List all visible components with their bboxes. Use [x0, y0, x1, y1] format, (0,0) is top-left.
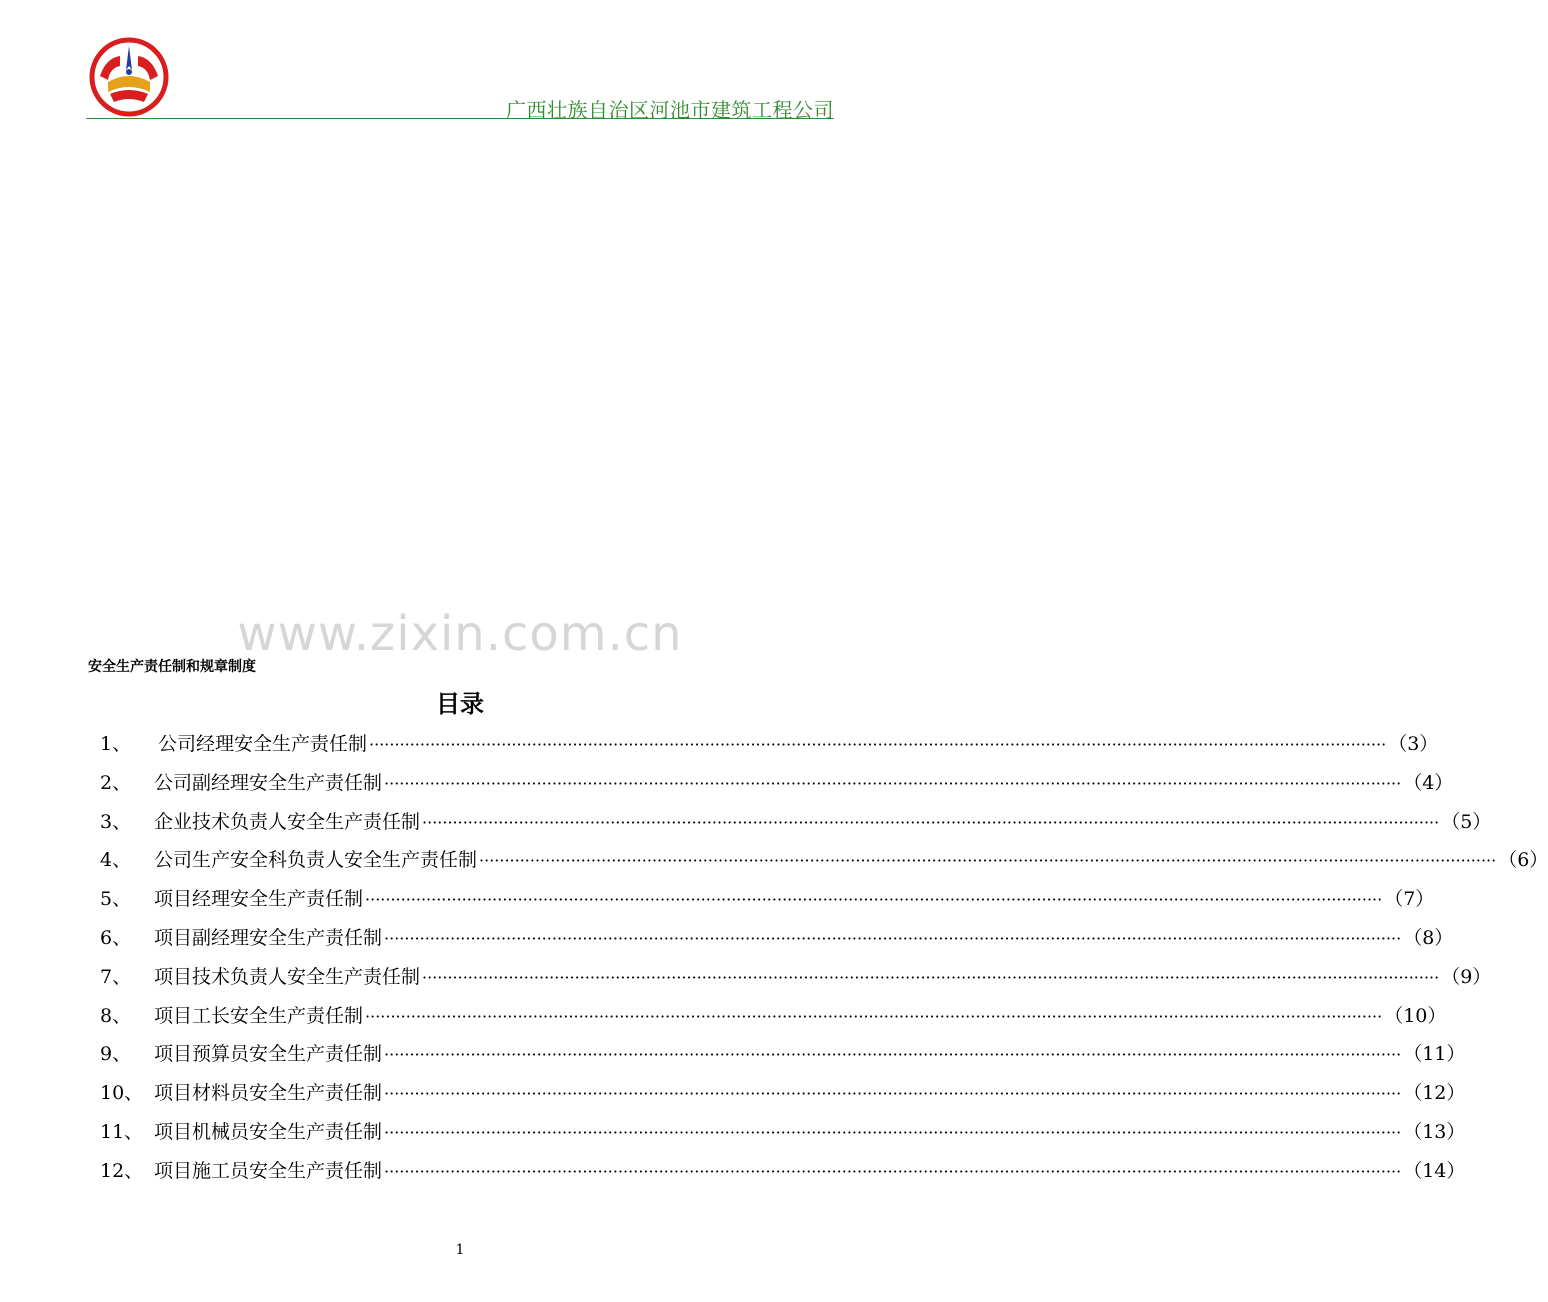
company-name: 广西壮族自治区河池市建筑工程公司	[506, 98, 834, 122]
toc-item-number: 1、	[100, 733, 132, 755]
toc-item-number: 11、	[100, 1120, 144, 1143]
toc-item-title: 企业技术负责人安全生产责任制	[154, 810, 421, 833]
toc-leader-dots: ········································································································································································································	[369, 735, 1387, 754]
toc-item-number: 10、	[100, 1082, 144, 1105]
toc-item-page: （9）	[1441, 965, 1492, 988]
toc-leader-dots: ········································································································································································································	[384, 1084, 1402, 1104]
toc-item-page: （10）	[1384, 1004, 1447, 1027]
toc-item[interactable]	[100, 1039, 1466, 1078]
toc-item[interactable]	[100, 845, 1548, 884]
toc-item-title: 公司副经理安全生产责任制	[154, 771, 383, 794]
document-subtitle: 安全生产责任制和规章制度	[88, 659, 256, 675]
toc-item[interactable]	[100, 1078, 1466, 1117]
toc-leader-dots: ········································································································································································································	[384, 1045, 1402, 1065]
toc-item[interactable]	[100, 962, 1492, 1001]
toc-item[interactable]	[100, 923, 1454, 962]
toc-leader-dots: ········································································································································································································	[384, 1161, 1402, 1181]
toc-item-page: （11）	[1403, 1043, 1466, 1066]
toc-leader-dots: ········································································································································································································	[479, 851, 1497, 871]
toc-item[interactable]	[100, 884, 1435, 923]
toc-item-page: （3）	[1388, 733, 1439, 755]
page-number: 1	[455, 1242, 465, 1258]
watermark: www.zixin.com.cn	[237, 606, 683, 662]
toc-item-title: 项目经理安全生产责任制	[154, 888, 364, 911]
toc-item-page: （4）	[1403, 771, 1454, 794]
toc-leader-dots: ········································································································································································································	[384, 773, 1402, 793]
toc-item-number: 3、	[100, 810, 132, 833]
toc-item-number: 2、	[100, 771, 132, 794]
toc-item-page: （14）	[1403, 1159, 1466, 1182]
toc-item-page: （12）	[1403, 1082, 1466, 1105]
toc-item-number: 6、	[100, 926, 132, 949]
toc-leader-dots: ········································································································································································································	[365, 1006, 1383, 1026]
table-of-contents	[100, 729, 1548, 1195]
company-logo-icon	[86, 36, 172, 118]
toc-leader-dots: ········································································································································································································	[422, 812, 1440, 832]
toc-item[interactable]	[100, 1117, 1466, 1156]
toc-item[interactable]	[100, 1001, 1447, 1040]
toc-item-number: 7、	[100, 965, 132, 988]
toc-leader-dots: ········································································································································································································	[384, 1122, 1402, 1142]
toc-item-page: （5）	[1441, 810, 1492, 833]
toc-item-title: 项目机械员安全生产责任制	[154, 1120, 383, 1143]
toc-item-title: 项目工长安全生产责任制	[154, 1004, 364, 1027]
toc-item-title: 项目技术负责人安全生产责任制	[154, 965, 421, 988]
toc-item-title: 项目施工员安全生产责任制	[154, 1159, 383, 1182]
toc-item-number: 5、	[100, 888, 132, 911]
toc-item-page: （6）	[1498, 849, 1548, 872]
toc-item[interactable]	[100, 729, 1439, 768]
toc-item-number: 8、	[100, 1004, 132, 1027]
toc-item-number: 9、	[100, 1043, 132, 1066]
toc-item-page: （13）	[1403, 1120, 1466, 1143]
toc-item[interactable]	[100, 768, 1454, 807]
toc-item[interactable]	[100, 807, 1492, 846]
header-divider	[86, 118, 834, 119]
toc-leader-dots: ········································································································································································································	[384, 928, 1402, 948]
toc-item-title: 项目副经理安全生产责任制	[154, 926, 383, 949]
toc-item-title: 项目材料员安全生产责任制	[154, 1082, 383, 1105]
toc-item-number: 4、	[100, 849, 132, 872]
toc-item-page: （8）	[1403, 926, 1454, 949]
toc-item-number: 12、	[100, 1159, 144, 1182]
toc-item-title: 公司经理安全生产责任制	[158, 733, 368, 755]
toc-item[interactable]	[100, 1156, 1466, 1195]
toc-item-title: 公司生产安全科负责人安全生产责任制	[154, 849, 478, 872]
toc-leader-dots: ········································································································································································································	[365, 890, 1383, 910]
toc-item-title: 项目预算员安全生产责任制	[154, 1043, 383, 1066]
toc-leader-dots: ········································································································································································································	[422, 967, 1440, 987]
toc-heading: 目录	[436, 690, 484, 718]
toc-item-page: （7）	[1384, 888, 1435, 911]
